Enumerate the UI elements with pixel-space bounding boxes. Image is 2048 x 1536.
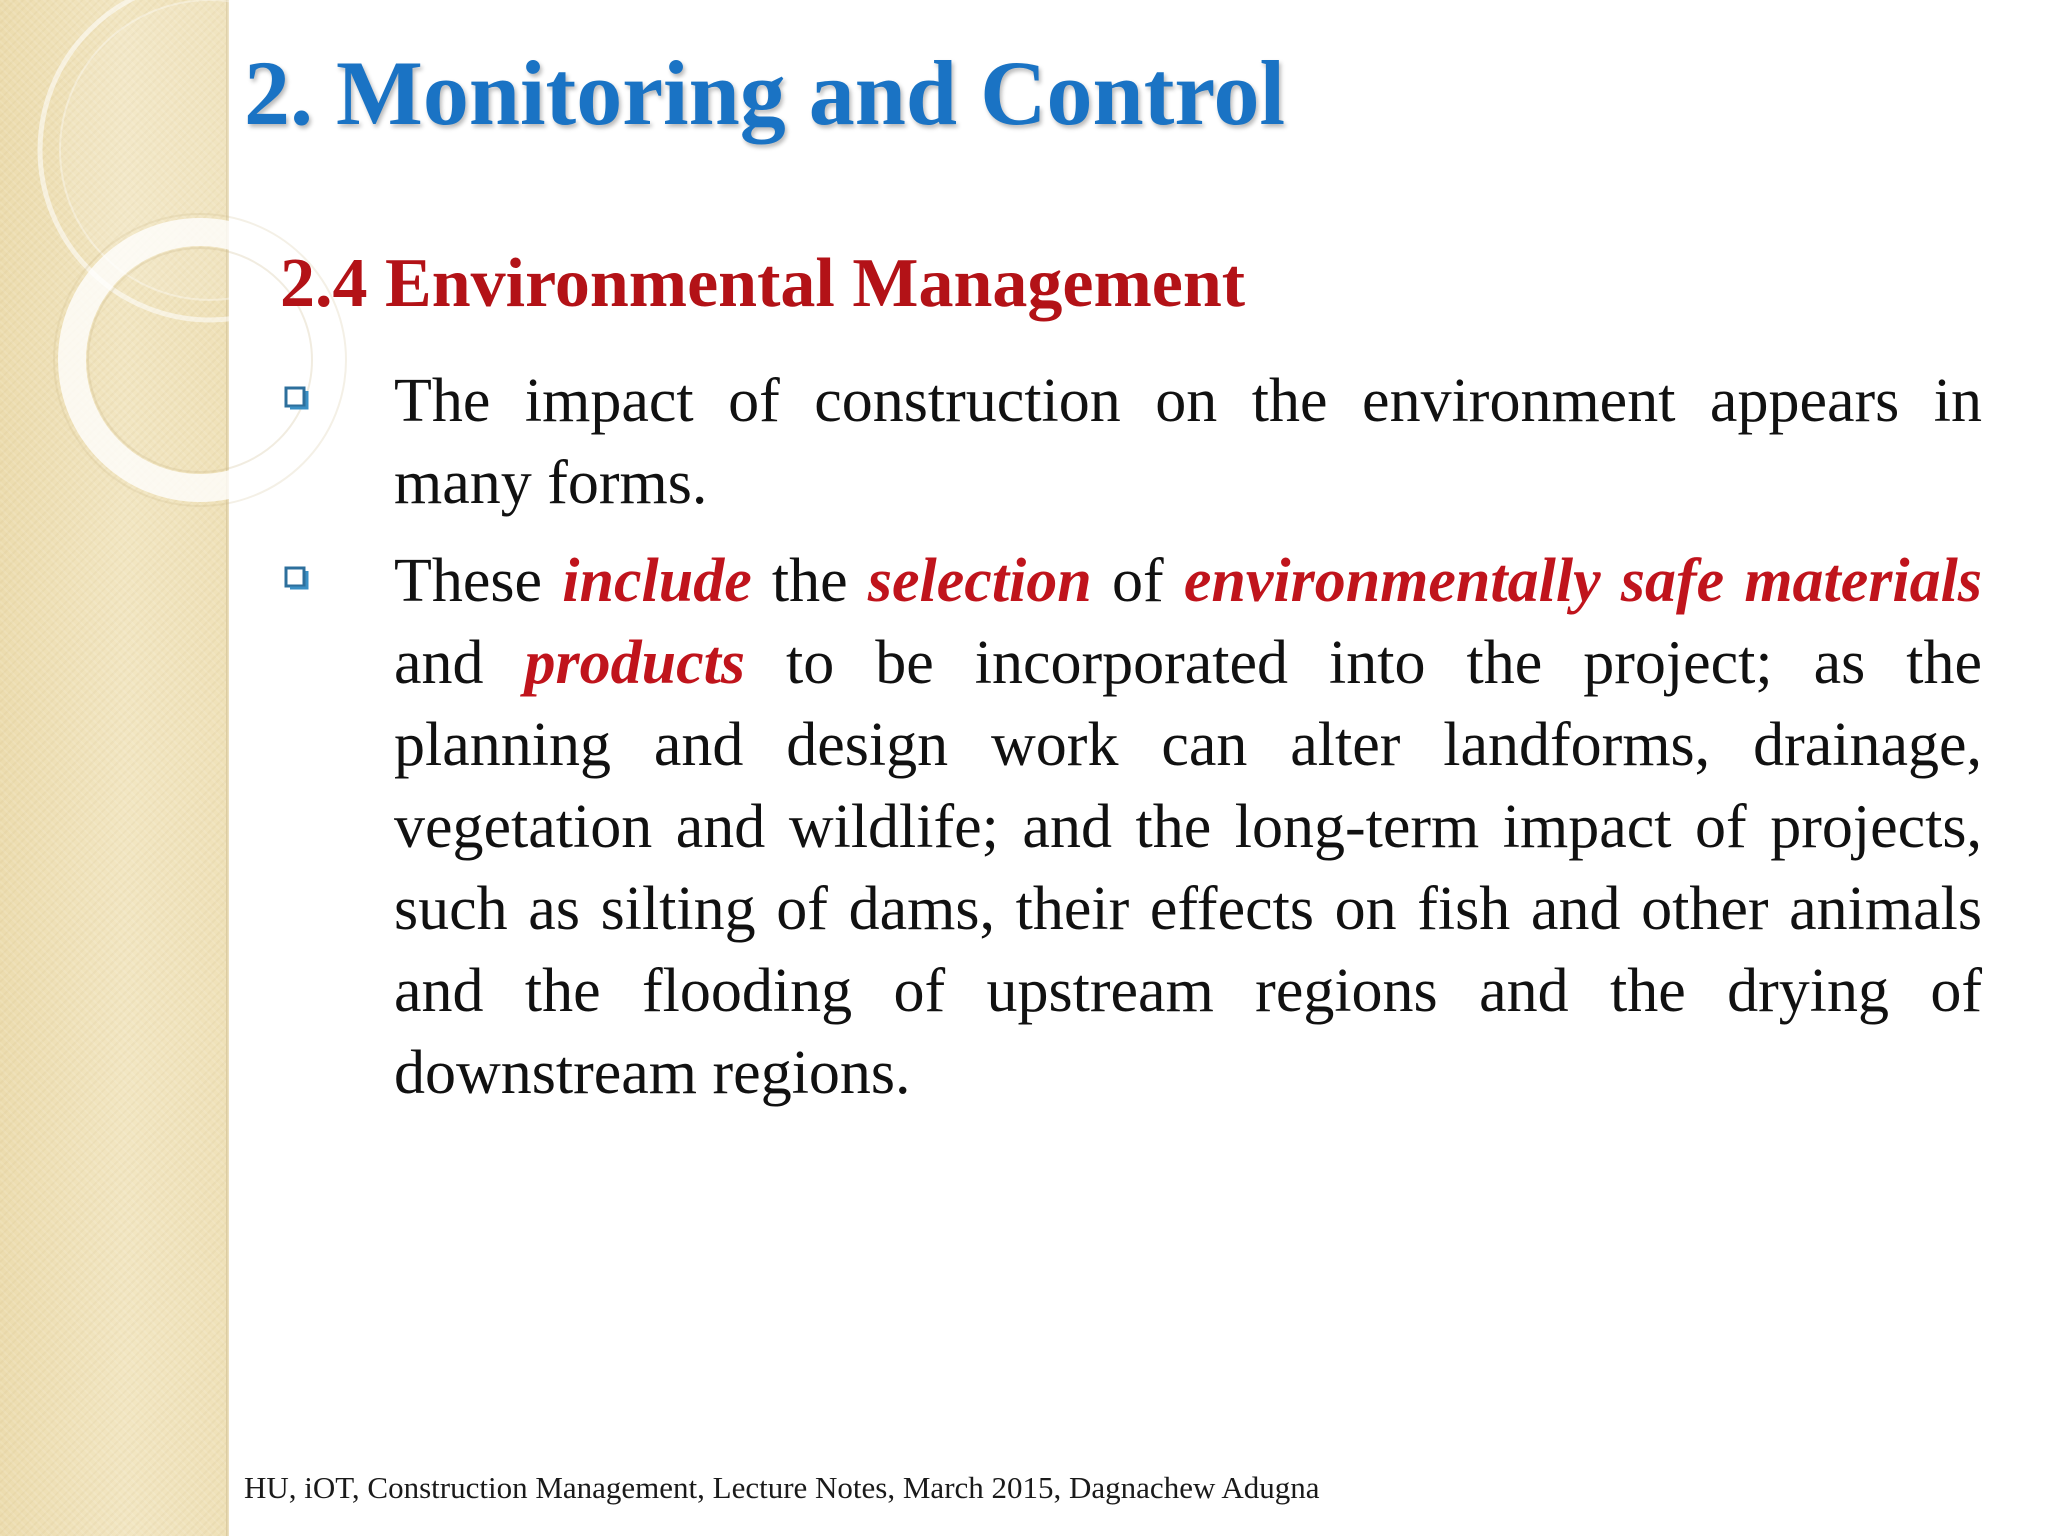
highlight-include: include (562, 547, 752, 615)
slide-footer: HU, iOT, Construction Management, Lecture Notes, March 2015, Dagnachew Adugna (244, 1470, 1320, 1505)
text-segment: to be incorporated into the project; as the planning and design work can alter landforms, drainage, vegetation and wildlife; and the long-term impact of projects, such as silting of dams, their effects on fish and other animals and the flooding of upstream regions and the drying of downstream regions. (394, 629, 1982, 1107)
highlight-safe-materials: environmentally safe materials (1183, 547, 1983, 615)
bullet-list (280, 360, 1982, 1130)
section-heading: 2.4 Environmental Management (280, 245, 1246, 322)
text-segment: the (751, 547, 868, 615)
text-segment: and (394, 629, 525, 697)
text-segment: These (394, 547, 563, 615)
bullet-item-includes (280, 540, 1982, 1114)
highlight-selection: selection (867, 547, 1092, 615)
hollow-square-bullet-icon (284, 386, 310, 412)
hollow-square-bullet-icon (284, 566, 310, 592)
bullet-item-impact (280, 360, 1982, 524)
bullet-text (394, 547, 1982, 1107)
slide-title: 2. Monitoring and Control (244, 42, 1286, 144)
highlight-products: products (524, 629, 746, 697)
text-segment: of (1091, 547, 1184, 615)
bullet-text: The impact of construction on the environment appears in many forms. (394, 367, 1982, 517)
